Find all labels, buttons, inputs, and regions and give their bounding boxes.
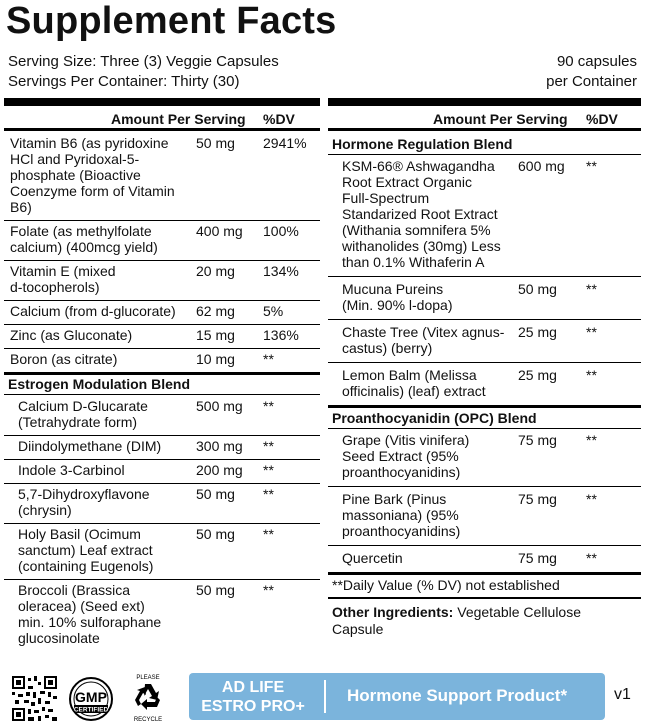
dv-value: 2941%	[263, 135, 307, 151]
ingredient-name-line: Holy Basil (Ocimum	[18, 526, 141, 542]
ingredient-name-line: (Min. 90% l-dopa)	[342, 297, 453, 313]
amount-value: 25 mg	[518, 367, 557, 383]
blend-title-rule	[4, 394, 320, 395]
amount-value: 15 mg	[196, 327, 235, 343]
amount-value: 600 mg	[518, 158, 565, 174]
fact-row	[10, 223, 320, 255]
fact-row	[10, 351, 320, 367]
fact-row	[10, 135, 320, 215]
dv-value: **	[263, 526, 274, 542]
ingredient-name-line: 5,7-Dihydroxyflavone	[18, 486, 150, 502]
other-ingredients-text2: Capsule	[332, 621, 384, 637]
hormone-blend-title: Hormone Regulation Blend	[332, 136, 513, 152]
recycle-top-text: PLEASE	[136, 675, 160, 681]
dv-value: **	[586, 367, 597, 383]
gmp-sub-text: CERTIFIED	[73, 706, 109, 714]
dv-header-right: %DV	[586, 111, 618, 127]
amount-value: 62 mg	[196, 303, 235, 319]
gmp-certified-icon	[68, 676, 114, 722]
ingredient-name-line: than 0.1% Withaferin A	[342, 254, 485, 270]
ingredient-name-line: min. 10% sulforaphane	[18, 614, 162, 630]
header-rule	[4, 128, 320, 131]
ingredient-name-line: Zinc (as Gluconate)	[10, 327, 133, 343]
amount-value: 20 mg	[196, 263, 235, 279]
dv-value: **	[586, 491, 597, 507]
other-ingredients-text: Vegetable Cellulose	[453, 604, 582, 620]
fact-row	[342, 432, 641, 480]
amount-value: 50 mg	[196, 135, 235, 151]
dv-value: **	[586, 550, 597, 566]
ingredient-name-line: HCl and Pyridoxal-5-	[10, 151, 140, 167]
ingredient-name-line: Chaste Tree (Vitex agnus-	[342, 324, 505, 340]
row-rule	[328, 362, 641, 363]
serving-size: Serving Size: Three (3) Veggie Capsules	[8, 53, 279, 70]
product-line2: ESTRO PRO+	[201, 698, 305, 715]
fact-row	[18, 438, 320, 454]
recycle-bottom-text: RECYCLE	[133, 717, 163, 723]
ingredient-name-line: Standarized Root Extract	[342, 206, 498, 222]
ingredient-name-line: Quercetin	[342, 550, 403, 566]
servings-per-container: Servings Per Container: Thirty (30)	[8, 73, 240, 90]
opc-blend-title: Proanthocyanidin (OPC) Blend	[332, 410, 537, 426]
dv-footnote: **Daily Value (% DV) not established	[332, 577, 560, 593]
fact-row	[342, 491, 641, 539]
gmp-text: GMP	[75, 689, 107, 705]
amount-value: 500 mg	[196, 398, 243, 414]
estrogen-blend-title: Estrogen Modulation Blend	[8, 376, 190, 392]
ingredient-name-line: d-tocopherols)	[10, 279, 100, 295]
dv-value: 134%	[263, 263, 299, 279]
row-rule	[328, 545, 641, 546]
note-rule	[328, 572, 641, 575]
blend-rule	[328, 405, 641, 408]
row-rule	[4, 459, 320, 460]
dv-value: **	[263, 462, 274, 478]
ingredient-name-line: Vitamin E (mixed	[10, 263, 116, 279]
fact-row	[18, 398, 320, 430]
ingredient-name-line: (containing Eugenols)	[18, 558, 154, 574]
ingredient-name-line: castus) (berry)	[342, 340, 433, 356]
amount-value: 200 mg	[196, 462, 243, 478]
ingredient-name-line: B6)	[10, 199, 32, 215]
ingredient-name-line: Seed Extract (95%	[342, 448, 459, 464]
ingredient-name-line: KSM-66® Ashwagandha	[342, 158, 495, 174]
page-title: Supplement Facts	[6, 0, 337, 42]
row-rule	[328, 276, 641, 277]
recycle-icon	[130, 673, 166, 723]
fact-row	[10, 303, 320, 319]
dv-value: 100%	[263, 223, 299, 239]
ingredient-name-line: calcium) (400mcg yield)	[10, 239, 158, 255]
right-top-bar	[328, 98, 641, 106]
fact-row	[10, 327, 320, 343]
band-divider	[324, 680, 326, 713]
amount-value: 50 mg	[196, 582, 235, 598]
container-line2: per Container	[546, 73, 637, 90]
fact-row	[10, 263, 320, 295]
ingredient-name-line: Coenzyme form of Vitamin	[10, 183, 175, 199]
ingredient-name-line: officinalis) (leaf) extract	[342, 383, 486, 399]
dv-value: **	[263, 398, 274, 414]
amount-header-right: Amount Per Serving	[433, 111, 568, 127]
ingredient-name-line: oleracea) (Seed ext)	[18, 598, 145, 614]
ingredient-name-line: Calcium (from d-glucorate)	[10, 303, 176, 319]
ingredient-name-line: Boron (as citrate)	[10, 351, 118, 367]
ingredient-name-line: massoniana) (95%	[342, 507, 459, 523]
row-rule	[4, 348, 320, 349]
ingredient-name-line: (Tetrahydrate form)	[18, 414, 138, 430]
amount-value: 300 mg	[196, 438, 243, 454]
header-rule	[328, 128, 641, 131]
ingredient-name-line: Vitamin B6 (as pyridoxine	[10, 135, 169, 151]
amount-value: 75 mg	[518, 491, 557, 507]
qr-code-icon	[12, 676, 57, 721]
dv-value: **	[263, 582, 274, 598]
row-rule	[4, 324, 320, 325]
dv-value: **	[586, 432, 597, 448]
other-ingredients-label: Other Ingredients:	[332, 604, 454, 620]
ingredient-name-line: (chrysin)	[18, 502, 72, 518]
blend-rule	[4, 372, 320, 375]
version-label: v1	[614, 686, 631, 703]
row-rule	[328, 486, 641, 487]
container-line1: 90 capsules	[556, 53, 637, 70]
ingredient-name-line: glucosinolate	[18, 630, 100, 646]
ingredient-name-line: Grape (Vitis vinifera)	[342, 432, 470, 448]
ingredient-name-line: Broccoli (Brassica	[18, 582, 131, 598]
amount-value: 10 mg	[196, 351, 235, 367]
row-rule	[4, 220, 320, 221]
ingredient-name-line: Folate (as methylfolate	[10, 223, 152, 239]
right-column	[328, 106, 641, 666]
serving-info	[8, 52, 279, 92]
blend-title-rule	[328, 154, 641, 155]
row-rule	[4, 260, 320, 261]
dv-value: 136%	[263, 327, 299, 343]
ingredient-name-line: Calcium D-Glucarate	[18, 398, 148, 414]
blend-title-rule	[328, 428, 641, 429]
ingredient-name-line: proanthocyanidins)	[342, 523, 461, 539]
dv-value: **	[263, 486, 274, 502]
note-bottom-rule	[328, 597, 641, 599]
fact-row	[342, 281, 641, 313]
amount-value: 50 mg	[196, 526, 235, 542]
fact-row	[18, 462, 320, 478]
ingredient-name-line: Mucuna Pureins	[342, 281, 444, 297]
ingredient-name-line: proanthocyanidins)	[342, 464, 461, 480]
container-count	[546, 52, 637, 92]
amount-value: 400 mg	[196, 223, 243, 239]
fact-row	[18, 582, 320, 646]
amount-value: 25 mg	[518, 324, 557, 340]
fact-row	[342, 158, 641, 270]
ingredient-name-line: Lemon Balm (Melissa	[342, 367, 477, 383]
row-rule	[4, 435, 320, 436]
fact-row	[342, 367, 641, 399]
amount-value: 50 mg	[518, 281, 557, 297]
left-column	[4, 106, 320, 666]
row-rule	[4, 483, 320, 484]
other-ingredients	[332, 604, 581, 638]
ingredient-name-line: (Withania somnifera 5%	[342, 222, 491, 238]
ingredient-name-line: sanctum) Leaf extract	[18, 542, 153, 558]
product-name	[189, 678, 317, 716]
amount-value: 50 mg	[196, 486, 235, 502]
dv-value: **	[586, 324, 597, 340]
dv-value: **	[586, 281, 597, 297]
ingredient-name-line: phosphate (Bioactive	[10, 167, 141, 183]
fact-row	[342, 550, 641, 566]
ingredient-name-line: Root Extract Organic	[342, 174, 472, 190]
ingredient-name-line: Full-Spectrum	[342, 190, 430, 206]
row-rule	[4, 300, 320, 301]
amount-value: 75 mg	[518, 550, 557, 566]
amount-header: Amount Per Serving	[111, 111, 246, 127]
dv-value: 5%	[263, 303, 284, 319]
fact-row	[18, 526, 320, 574]
product-band	[189, 673, 605, 720]
left-top-bar	[4, 98, 320, 106]
dv-header: %DV	[263, 111, 295, 127]
dv-value: **	[263, 438, 274, 454]
amount-value: 75 mg	[518, 432, 557, 448]
ingredient-name-line: Indole 3-Carbinol	[18, 462, 125, 478]
ingredient-name-line: Diindolymethane (DIM)	[18, 438, 162, 454]
fact-row	[18, 486, 320, 518]
product-line1: AD LIFE	[221, 679, 285, 696]
product-tagline: Hormone Support Product*	[347, 686, 568, 705]
row-rule	[4, 523, 320, 524]
ingredient-name-line: Pine Bark (Pinus	[342, 491, 447, 507]
dv-value: **	[263, 351, 274, 367]
ingredient-name-line: withanolides (30mg) Less	[342, 238, 501, 254]
row-rule	[328, 319, 641, 320]
fact-row	[342, 324, 641, 356]
dv-value: **	[586, 158, 597, 174]
row-rule	[4, 579, 320, 580]
